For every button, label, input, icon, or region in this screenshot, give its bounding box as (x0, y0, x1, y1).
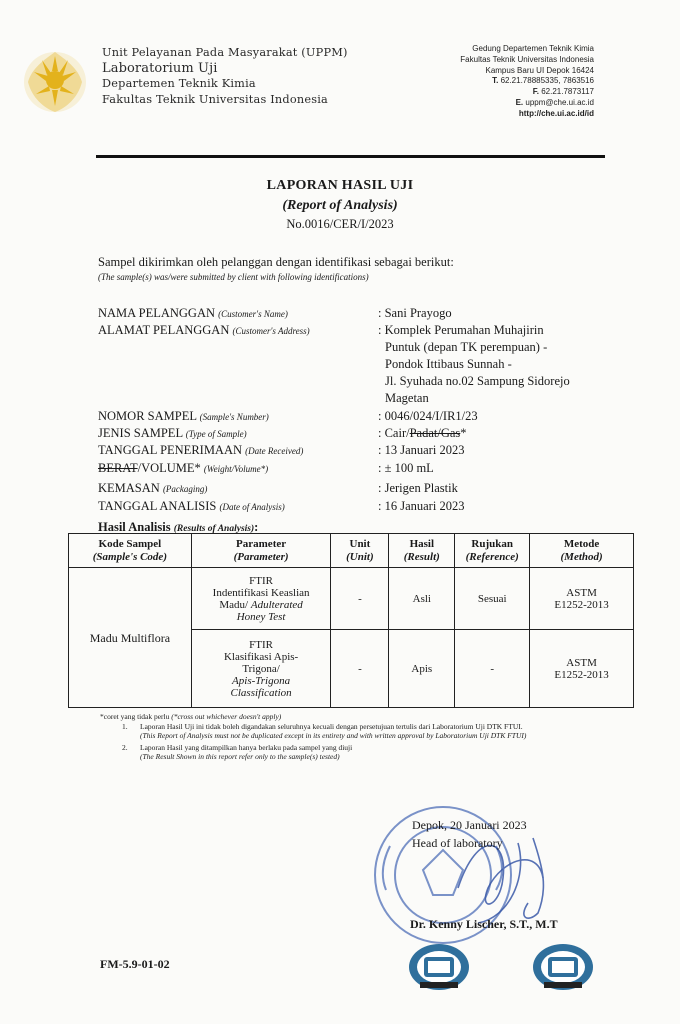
header-divider (96, 155, 605, 158)
field-label: KEMASAN (Packaging) (98, 481, 208, 495)
cell-result: Asli (389, 568, 455, 630)
institution-line-3: Departemen Teknik Kimia (102, 77, 256, 90)
institution-line-2: Laboratorium Uji (102, 60, 218, 76)
header-sample-code: Kode Sampel (Sample's Code) (69, 534, 192, 568)
field-value: : Sani Prayogo (378, 306, 452, 320)
signature-icon (448, 818, 578, 928)
report-number: No.0016/CER/I/2023 (286, 217, 394, 231)
field-label: NAMA PELANGGAN (Customer's Name) (98, 306, 288, 320)
intro-text: Sampel dikirimkan oleh pelanggan dengan identifikasi sebagai berikut: (98, 255, 454, 269)
report-subtitle: (Report of Analysis) (282, 198, 398, 213)
certification-badge-icon (530, 942, 596, 992)
signature-place-date: Depok, 20 Januari 2023 (412, 818, 527, 832)
header-unit: Unit (Unit) (331, 534, 389, 568)
institution-line-4: Fakultas Teknik Universitas Indonesia (102, 92, 328, 106)
contact-block (460, 44, 594, 120)
table-header-row (69, 534, 634, 568)
cell-sample-code: Madu Multiflora (69, 568, 192, 708)
institution-line-1: Unit Pelayanan Pada Masyarakat (UPPM) (102, 46, 348, 59)
phone-label: T. (492, 76, 499, 86)
contact-line-1: Gedung Departemen Teknik Kimia (472, 44, 594, 53)
contact-fax (460, 87, 594, 98)
header-result: Hasil (Result) (389, 534, 455, 568)
intro-text-en: (The sample(s) was/were submitted by client with following identifications) (98, 272, 369, 282)
field-label: ALAMAT PELANGGAN (Customer's Address) (98, 323, 310, 337)
address-line: Pondok Ittibaus Sunnah - (385, 357, 512, 371)
field-value: : Jerigen Plastik (378, 481, 458, 495)
institution-name (102, 45, 348, 107)
phone-value: 62.21.78885335, 7863516 (500, 76, 594, 86)
field-label: TANGGAL ANALISIS (Date of Analysis) (98, 499, 285, 513)
table-row (69, 568, 634, 630)
address-line: Magetan (385, 391, 429, 405)
cell-result: Apis (389, 630, 455, 708)
field-label: NOMOR SAMPEL (Sample's Number) (98, 409, 269, 423)
cell-parameter: FTIR Klasifikasi Apis- Trigona/ Apis-Trigona Classification (191, 630, 331, 708)
results-heading: Hasil Analisis (Results of Analysis): (98, 520, 259, 534)
field-label: BERAT/VOLUME* (Weight/Volume*) (98, 461, 269, 475)
email-value: uppm@che.ui.ac.id (525, 97, 594, 107)
cell-method: ASTM E1252-2013 (530, 568, 634, 630)
cell-parameter: FTIR Indentifikasi Keaslian Madu/ Adulterated Honey Test (191, 568, 331, 630)
contact-email (460, 98, 594, 109)
fax-value: 62.21.7873117 (541, 87, 594, 97)
field-value: : ± 100 mL (378, 461, 434, 475)
report-title: LAPORAN HASIL UJI (266, 178, 414, 193)
address-line: Puntuk (depan TK perempuan) - (385, 340, 548, 354)
field-value: : 0046/024/I/IR1/23 (378, 409, 478, 423)
note-item: 2. Laporan Hasil yang ditampilkan hanya berlaku pada sampel yang diuji (The Result Shown in this report refer only to the sample(s) tested) (122, 742, 353, 761)
field-label: TANGGAL PENERIMAAN (Date Received) (98, 443, 304, 457)
field-value: : 16 Januari 2023 (378, 499, 465, 513)
cell-reference: - (455, 630, 530, 708)
cell-unit: - (331, 630, 389, 708)
cell-method: ASTM E1252-2013 (530, 630, 634, 708)
field-value: : 13 Januari 2023 (378, 443, 465, 457)
email-label: E. (515, 97, 524, 107)
field-label: JENIS SAMPEL (Type of Sample) (98, 426, 247, 440)
contact-phone (460, 76, 594, 87)
cell-reference: Sesuai (455, 568, 530, 630)
ui-makara-logo-icon (22, 46, 88, 114)
results-table (68, 533, 634, 708)
address-line: Jl. Syuhada no.02 Sampung Sidorejo (385, 374, 570, 388)
header-parameter: Parameter (Parameter) (191, 534, 331, 568)
footnotes (100, 712, 620, 762)
contact-url[interactable]: http://che.ui.ac.id/id (518, 108, 594, 118)
note-asterisk: *coret yang tidak perlu (*cross out whichever doesn't apply) (100, 712, 282, 721)
header-method: Metode (Method) (530, 534, 634, 568)
field-value: : Cair/Padat/Gas* (378, 426, 467, 440)
contact-line-2: Fakultas Teknik Universitas Indonesia (460, 54, 594, 64)
cell-unit: - (331, 568, 389, 630)
signer-name: Dr. Kenny Lischer, S.T., M.T (410, 917, 558, 931)
form-code: FM-5.9-01-02 (100, 957, 170, 971)
contact-line-3: Kampus Baru UI Depok 16424 (485, 65, 594, 75)
header-reference: Rujukan (Reference) (455, 534, 530, 568)
certification-badge-icon (406, 942, 472, 992)
note-item: 1. Laporan Hasil Uji ini tidak boleh digandakan seluruhnya kecuali dengan persetujuan tertulis dari Laboratorium Uji DTK FTUI. (This Report of Analysis must not be duplicated except in its entirety and with written approval by Laboratorium Uji DTK FTUI) (122, 721, 527, 740)
fax-label: F. (532, 87, 539, 97)
address-line: : Komplek Perumahan Muhajirin (378, 323, 544, 337)
signature-role: Head of laboratory (412, 836, 503, 850)
